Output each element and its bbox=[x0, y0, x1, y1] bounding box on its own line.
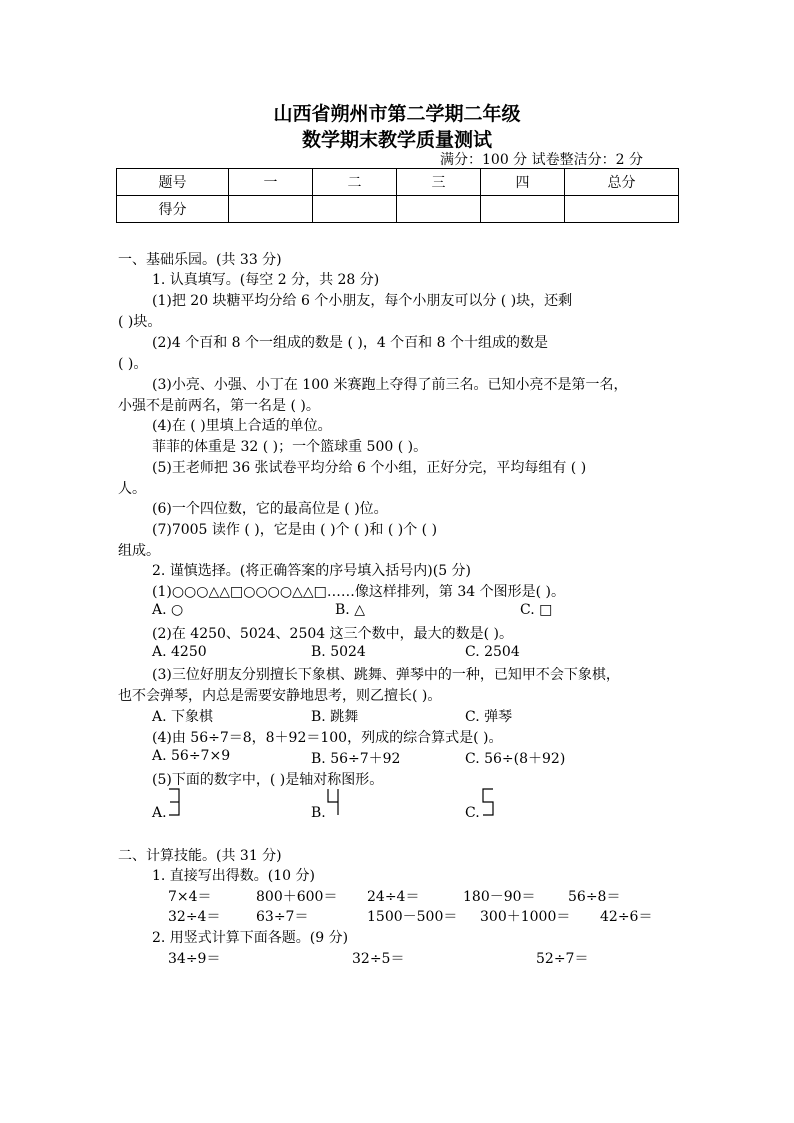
q1-line: (1)把 20 块糖平均分给 6 个小朋友，每个小朋友可以分 ( )块，还剩 bbox=[152, 293, 573, 309]
q1-line: ( )块。 bbox=[118, 314, 162, 330]
cell-header-total: 总分 bbox=[565, 169, 679, 196]
option-a: A. 4250 bbox=[152, 644, 207, 660]
calc-item: 56÷8＝ bbox=[568, 889, 621, 905]
q2-line: 也不会弹琴，内总是需要安静地思考，则乙擅长( )。 bbox=[118, 688, 442, 704]
exam-title-line2: 数学期末教学质量测试 bbox=[301, 129, 492, 151]
vertical-calc-item: 52÷7＝ bbox=[536, 951, 589, 967]
q1-line: 人。 bbox=[118, 481, 146, 497]
option-c: C. 2504 bbox=[465, 644, 520, 660]
option-b: B. 跳舞 bbox=[311, 709, 359, 725]
option-b: B. 56÷7＋92 bbox=[311, 751, 401, 767]
cell-score-total[interactable] bbox=[565, 196, 679, 223]
cell-header-2: 二 bbox=[313, 169, 397, 196]
cell-header-3: 三 bbox=[397, 169, 481, 196]
option-c: C. bbox=[465, 805, 480, 821]
section1-heading: 一、基础乐园。(共 33 分) bbox=[118, 252, 282, 268]
option-a: A. 56÷7×9 bbox=[152, 748, 231, 764]
q1-line: (6)一个四位数，它的最高位是 ( )位。 bbox=[152, 501, 388, 517]
option-b: B. △ bbox=[335, 602, 365, 618]
q1-heading: 1. 认真填写。(每空 2 分，共 28 分) bbox=[152, 272, 380, 288]
calc-item: 63÷7＝ bbox=[256, 909, 309, 925]
score-table bbox=[116, 168, 679, 223]
q1-line: (5)王老师把 36 张试卷平均分给 6 个小组，正好分完，平均每组有 ( ) bbox=[152, 460, 587, 476]
option-c: C. 弹琴 bbox=[465, 709, 513, 725]
option-a: A. ○ bbox=[152, 602, 184, 618]
q2-line: (3)三位好朋友分别擅长下象棋、跳舞、弹琴中的一种，已知甲不会下象棋， bbox=[152, 667, 620, 683]
cell-score-label: 得分 bbox=[117, 196, 229, 223]
digit-five-figure bbox=[482, 788, 494, 816]
cell-header-4: 四 bbox=[481, 169, 565, 196]
vertical-calc-item: 34÷9＝ bbox=[168, 951, 221, 967]
cell-score-4[interactable] bbox=[481, 196, 565, 223]
digit-three-figure bbox=[168, 788, 180, 816]
calc-item: 32÷4＝ bbox=[168, 909, 221, 925]
option-c: C. □ bbox=[520, 602, 553, 618]
cell-score-3[interactable] bbox=[397, 196, 481, 223]
calc-item: 1500－500＝ bbox=[367, 909, 458, 925]
q1-line: (2)4 个百和 8 个一组成的数是 ( )，4 个百和 8 个十组成的数是 bbox=[152, 335, 548, 351]
q1-line: 菲菲的体重是 32 ( )；一个篮球重 500 ( )。 bbox=[152, 439, 428, 455]
q2-heading: 2. 谨慎选择。(将正确答案的序号填入括号内)(5 分) bbox=[152, 563, 472, 579]
cell-score-1[interactable] bbox=[229, 196, 313, 223]
q2-line: (1)○○○△△□○○○○△△□……像这样排列，第 34 个图形是( )。 bbox=[152, 584, 565, 600]
cell-header-label: 题号 bbox=[117, 169, 229, 196]
q1-line: 小强不是前两名，第一名是 ( )。 bbox=[118, 398, 320, 414]
calc-item: 24÷4＝ bbox=[367, 889, 420, 905]
score-table-header-row bbox=[117, 169, 679, 196]
q1-line: (7)7005 读作 ( )，它是由 ( )个 ( )和 ( )个 ( ) bbox=[152, 522, 438, 538]
option-c: C. 56÷(8＋92) bbox=[465, 751, 566, 767]
calc-item: 42÷6＝ bbox=[600, 909, 653, 925]
cell-score-2[interactable] bbox=[313, 196, 397, 223]
vertical-calc-item: 32÷5＝ bbox=[352, 951, 405, 967]
q1-line: 组成。 bbox=[118, 543, 160, 559]
vertical-calc-heading: 2. 用竖式计算下面各题。(9 分) bbox=[152, 930, 349, 946]
q1-line: (3)小亮、小强、小丁在 100 米赛跑上夺得了前三名。已知小亮不是第一名， bbox=[152, 377, 628, 393]
calc-item: 7×4＝ bbox=[168, 889, 212, 905]
option-b: B. bbox=[311, 805, 326, 821]
q1-line: (4)在 ( )里填上合适的单位。 bbox=[152, 418, 332, 434]
q2-line: (2)在 4250、5024、2504 这三个数中，最大的数是( )。 bbox=[152, 626, 513, 642]
calc-item: 180－90＝ bbox=[463, 889, 536, 905]
score-info: 满分：100 分 试卷整洁分：2 分 bbox=[440, 152, 643, 168]
calc-heading: 1. 直接写出得数。(10 分) bbox=[152, 868, 315, 884]
q2-line: (4)由 56÷7＝8，8＋92＝100，列成的综合算式是( )。 bbox=[152, 730, 503, 746]
option-a: A. bbox=[152, 805, 167, 821]
calc-item: 800＋600＝ bbox=[256, 889, 338, 905]
q1-line: ( )。 bbox=[118, 356, 148, 372]
score-table-score-row bbox=[117, 196, 679, 223]
q2-line: (5)下面的数字中，( )是轴对称图形。 bbox=[152, 772, 384, 788]
option-b: B. 5024 bbox=[311, 644, 366, 660]
calc-item: 300＋1000＝ bbox=[480, 909, 571, 925]
section2-heading: 二、计算技能。(共 31 分) bbox=[118, 848, 282, 864]
exam-title-line1: 山西省朔州市第二学期二年级 bbox=[273, 103, 521, 125]
digit-four-figure bbox=[327, 788, 339, 816]
cell-header-1: 一 bbox=[229, 169, 313, 196]
option-a: A. 下象棋 bbox=[152, 709, 214, 725]
